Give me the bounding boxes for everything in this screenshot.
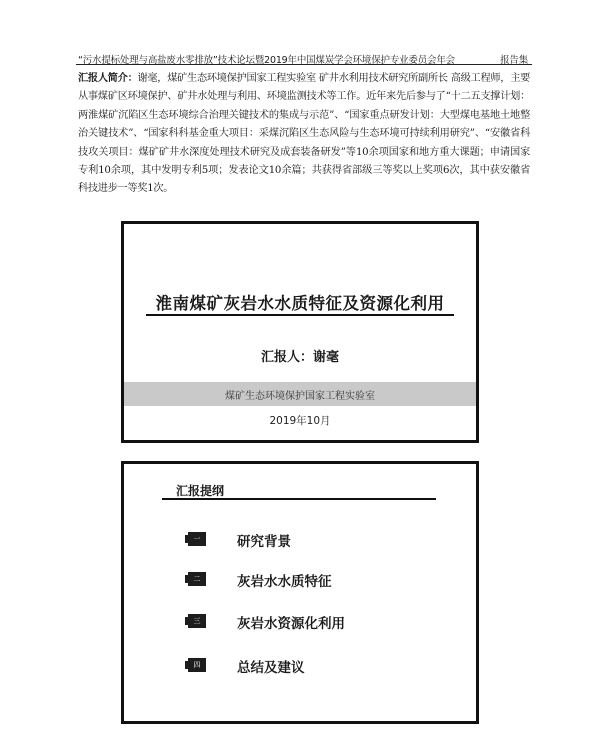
presentation-date: 2019年10月 xyxy=(269,415,331,427)
title-slide xyxy=(121,221,479,443)
section-number-icon: 三 xyxy=(188,614,206,628)
outline-slide xyxy=(121,461,479,724)
title-divider xyxy=(146,314,454,316)
header-divider xyxy=(76,64,532,65)
section-number-icon: 四 xyxy=(188,658,206,672)
bio-text: 谢毫，煤矿生态环境保护国家工程实验室 矿井水利用技术研究所副所长 高级工程师，主要从事煤矿区环境保护、矿井水处理与利用、环境监测技术等工作。近年来先后参与了“十二五支撑计划：两淮煤矿沉陷区生态环境综合治理关键技术的集成与示范”、“国家重点研发计划：大型煤电基地土地整治关键技术”、“国家科科基金重大项目：采煤沉陷区生态风险与生态环境可持续利用研究”、“安徽省科技攻关项目：煤矿矿井水深度处理技术研究及成套装备研发”等10余项国家和地方重大课题；申请国家专利10余项，其中发明专利5项；发表论文10余篇；共获得省部级三等奖以上奖项6次，其中获安徽省科技进步一等奖1次。 xyxy=(78,73,530,195)
section-number-icon: 二 xyxy=(188,572,206,586)
outline-item-label: 灰岩水水质特征 xyxy=(237,574,332,590)
outline-title: 汇报提纲 xyxy=(176,484,225,498)
reporter: 汇报人：谢毫 xyxy=(260,350,339,365)
speaker-bio xyxy=(78,70,530,199)
outline-divider xyxy=(162,498,436,500)
outline-item-label: 灰岩水资源化利用 xyxy=(237,616,345,632)
header-section: 报告集 xyxy=(500,55,528,66)
presentation-title: 淮南煤矿灰岩水水质特征及资源化利用 xyxy=(155,294,445,313)
lab-name: 煤矿生态环境保护国家工程实验室 xyxy=(225,391,375,402)
header-title: “污水提标处理与高盐废水零排放”技术论坛暨2019年中国煤炭学会环境保护专业委员会年会 xyxy=(78,55,455,66)
bio-lead: 汇报人简介： xyxy=(78,73,138,84)
outline-item-label: 总结及建议 xyxy=(237,660,305,676)
outline-item-label: 研究背景 xyxy=(237,534,291,550)
section-number-icon: 一 xyxy=(188,532,206,546)
